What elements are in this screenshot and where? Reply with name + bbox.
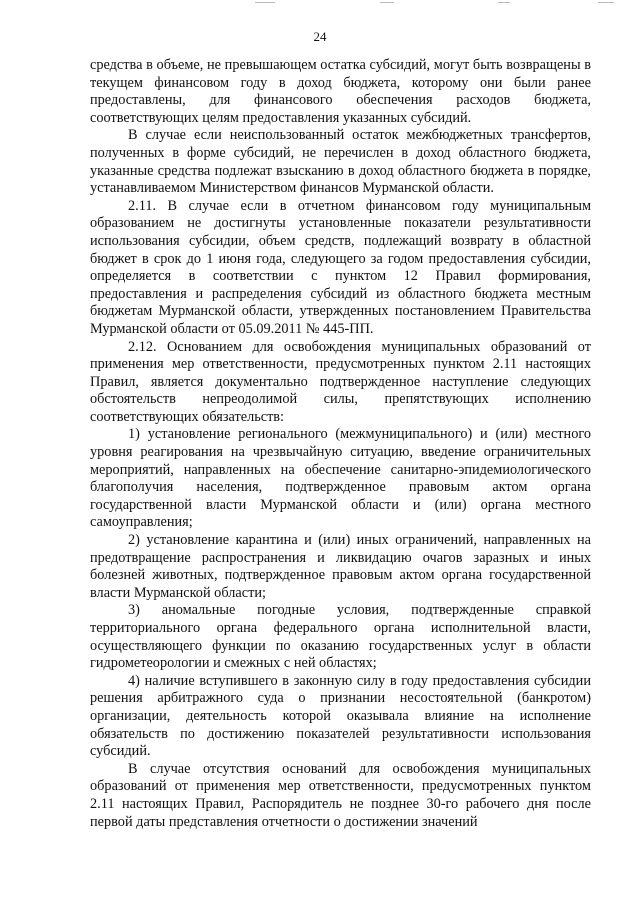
paragraph-unused-transfers: В случае если неиспользованный остаток межбюджетных трансфертов, полученных в форме субсидий, не перечислен в доход областного бюджета, указанные средства подлежат взысканию в доход областного бюджета в порядке, устанавливаемом Министерством финансов Мурманской области.: [90, 127, 591, 197]
paragraph-clause-2-11: 2.11. В случае если в отчетном финансовом году муниципальным образованием не достигнуты установленные показатели результативности использования субсидии, объем средств, подлежащий возврату в областной бюджет в срок до 1 июня года, следующего за годом предоставления субсидии, определяется в соответствии с пунктом 12 Правил формирования, предоставления и распределения субсидий из областного бюджета местным бюджетам Мурманской области, утвержденных постановлением Правительства Мурманской области от 05.09.2011 № 445-ПП.: [90, 197, 591, 337]
page-number: 24: [313, 29, 327, 44]
scan-artifact-top: [0, 0, 640, 6]
document-body: [90, 57, 591, 831]
paragraph-clause-2-12: 2.12. Основанием для освобождения муниципальных образований от применения мер ответственности, предусмотренных пунктом 2.11 настоящих Правил, является документально подтвержденное наступление следующих обстоятельств непреодолимой силы, препятствующих исполнению соответствующих обязательств:: [90, 338, 591, 425]
list-item-3: 3) аномальные погодные условия, подтвержденные справкой территориального органа федерального органа исполнительной власти, осуществляющего функции по оказанию государственных услуг в области гидрометеорологии и смежных с ней областях;: [90, 602, 591, 672]
list-item-1: 1) установление регионального (межмуниципального) и (или) местного уровня реагирования на чрезвычайную ситуацию, введение ограничительных мероприятий, направленных на обеспечение санитарно-эпидемиологического благополучия населения, подтвержденное правовым актом органа государственной власти Мурманской области и (или) органа местного самоуправления;: [90, 426, 591, 531]
paragraph-subsidy-return: средства в объеме, не превышающем остатка субсидий, могут быть возвращены в текущем финансовом году в доход бюджета, которому они были ранее предоставлены, для финансового обеспечения расходов бюджета, соответствующих целям предоставления указанных субсидий.: [90, 57, 591, 126]
paragraph-no-grounds: В случае отсутствия оснований для освобождения муниципальных образований от применения мер ответственности, предусмотренных пунктом 2.11 настоящих Правил, Распорядитель не позднее 30-го рабочего дня после первой даты представления отчетности о достижении значений: [90, 760, 591, 830]
list-item-2: 2) установление карантина и (или) иных ограничений, направленных на предотвращение распространения и ликвидацию очагов заразных и иных болезней животных, подтвержденное правовым актом органа государственной власти Мурманской области;: [90, 532, 591, 601]
list-item-4: 4) наличие вступившего в законную силу в году предоставления субсидии решения арбитражного суда о признании несостоятельной (банкротом) организации, деятельность которой оказывала влияние на исполнение обязательств по достижению показателей результативности использования субсидий.: [90, 672, 591, 760]
